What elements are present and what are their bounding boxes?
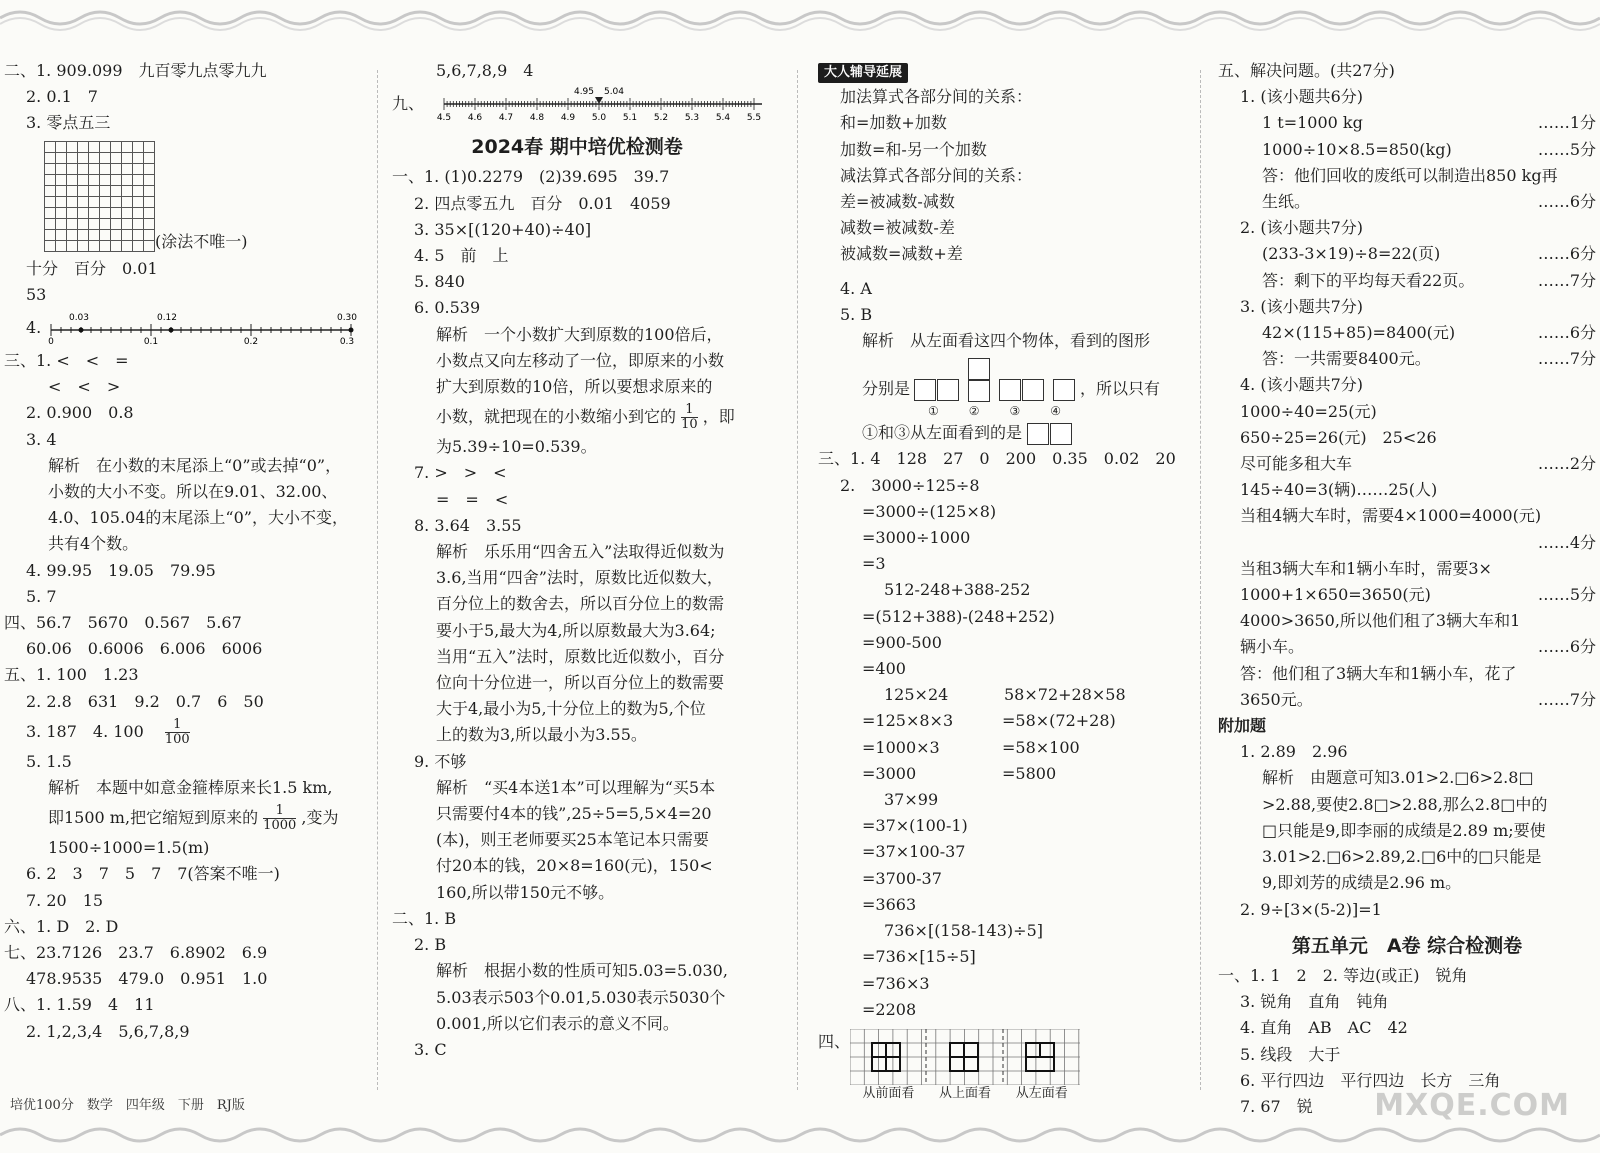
solution-line	[1218, 320, 1596, 346]
note-line: 减数=被减数-差	[840, 218, 955, 238]
score-mark: ……5分	[1537, 585, 1596, 605]
analysis-line: 解析 根据小数的性质可知5.03=5.030,	[436, 961, 728, 981]
solution-text: 辆小车。	[1240, 637, 1305, 657]
number-line-label: 5.3	[684, 113, 700, 124]
number-line-label: 5.0	[591, 113, 607, 124]
solution-text: 尽可能多租大车	[1240, 454, 1353, 474]
calc-left: 125×24	[884, 685, 949, 705]
analysis-text: ,变为	[301, 808, 339, 828]
shape-4	[1053, 376, 1076, 402]
answer-line: 一、1. (1)0.2279 (2)39.695 39.7	[392, 167, 670, 187]
score-mark: ……6分	[1537, 192, 1596, 212]
answer-line: 2. 3000÷125÷8	[840, 475, 980, 495]
analysis-line: 解析 从左面看这四个物体，看到的图形	[862, 331, 1151, 351]
score-mark: ……1分	[1537, 113, 1596, 133]
number-line-label: 4.8	[529, 113, 545, 124]
answer-line: 2. B	[414, 935, 447, 955]
analysis-line: 160,所以带150元不够。	[436, 882, 615, 902]
answer-line: 4. 5 前 上	[414, 246, 509, 266]
analysis-line: 解析 本题中如意金箍棒原来长1.5 km,	[48, 778, 333, 798]
answer-line: 4. 直角 AB AC 42	[1240, 1018, 1408, 1038]
analysis-line: 位向十分位进一，所以百分位上的数需要	[436, 673, 725, 693]
number-line-point	[169, 328, 174, 333]
shape-label: ④	[1050, 404, 1062, 419]
answer-line: 二、1. B	[392, 908, 457, 928]
analysis-text: ，即	[702, 407, 735, 427]
fraction-denominator: 100	[164, 731, 190, 747]
answer-line: 5. 7	[26, 586, 57, 606]
number-line-label: 5.5	[746, 113, 762, 124]
score-mark: ……6分	[1537, 244, 1596, 264]
calc-line: 512-248+388-252	[884, 580, 1031, 600]
note-line: 差=被减数-减数	[840, 192, 955, 212]
score-mark: ……7分	[1537, 270, 1596, 290]
analysis-line: 只需要付4本的钱”,25÷5=5,5×4=20	[436, 804, 712, 824]
answer-line: 2. 2.8 631 9.2 0.7 6 50	[26, 691, 264, 711]
solution-line	[1218, 241, 1596, 267]
calc-line: =2208	[862, 999, 917, 1019]
column-2	[392, 58, 762, 1063]
watermark: MXQE.COM	[1374, 1088, 1570, 1123]
answer-line: 三、1. 4 128 27 0 200 0.35 0.02 20	[818, 449, 1176, 469]
solution-line: 4000>3650,所以他们租了3辆大车和1	[1240, 611, 1521, 631]
view-label: 从左面看	[1015, 1085, 1068, 1101]
number-line-row	[392, 84, 762, 124]
calc-line: =3000÷(125×8)	[862, 501, 997, 521]
analysis-line: 共有4个数。	[48, 534, 139, 554]
solution-line	[1218, 189, 1596, 215]
solution-text: 答：剩下的平均每天看22页。	[1262, 270, 1475, 290]
score-mark: ……4分	[1537, 532, 1596, 552]
number-line-label: 0.3	[340, 337, 355, 348]
analysis-line: >2.88,要使2.8□>2.88,那么2.8□中的	[1262, 794, 1548, 814]
answer-line: (涂法不唯一)	[155, 232, 248, 252]
solution-text: 1000+1×650=3650(元)	[1240, 585, 1431, 605]
calc-line: =37×100-37	[862, 842, 966, 862]
answer-line: 三、1. < < =	[4, 351, 129, 371]
solution-line: 1000÷40=25(元)	[1240, 401, 1377, 421]
score-mark: ……6分	[1537, 323, 1596, 343]
note-line: 和=加数+加数	[840, 113, 947, 133]
answer-line: 五、1. 100 1.23	[4, 665, 139, 685]
section-number: 九、	[392, 94, 425, 114]
shape-label: ③	[1009, 404, 1021, 419]
answer-line: 7. 67 锐	[1240, 1096, 1313, 1116]
shape-3	[999, 376, 1045, 402]
solution-line: 650÷25=26(元) 25<26	[1240, 427, 1437, 447]
analysis-line: 为5.39÷10=0.539。	[436, 437, 597, 457]
answer-line: 3. 锐角 直角 钝角	[1240, 992, 1389, 1012]
analysis-line: 4.0、105.04的末尾添上“0”，大小不变，	[48, 508, 348, 528]
analysis-line: 小数点又向左移动了一位，即原来的小数	[436, 350, 725, 370]
analysis-line: (本)，则王老师要买25本笔记本只需要	[436, 830, 709, 850]
number-line-label: 0.1	[144, 337, 159, 348]
answer-line: 二、1. 909.099 九百零九点零九九	[4, 61, 267, 80]
calc-line: =3663	[862, 894, 917, 914]
calc-right: =5800	[1002, 763, 1057, 783]
section-title: 第五单元 A卷 综合检测卷	[1291, 934, 1523, 957]
score-mark: ……7分	[1537, 689, 1596, 709]
answer-line: 六、1. D 2. D	[4, 916, 119, 936]
three-view-figure	[850, 1029, 1080, 1103]
answer-line: 2. 9÷[3×(5-2)]=1	[1240, 899, 1382, 919]
number-line-label: 5.1	[622, 113, 638, 124]
solution-line	[1218, 451, 1596, 477]
answer-line: 3. 187 4. 100	[26, 721, 144, 741]
calc-line: =736×3	[862, 973, 930, 993]
number-line-label: 0.12	[157, 313, 178, 324]
calc-line: =400	[862, 659, 906, 679]
view-label: 从上面看	[939, 1085, 992, 1101]
answer-line: 4. 99.95 19.05 79.95	[26, 560, 216, 580]
analysis-line: 9,即刘芳的成绩是2.96 m。	[1262, 873, 1462, 893]
fraction	[165, 718, 190, 747]
view-labels	[850, 1085, 1080, 1103]
fraction	[681, 403, 698, 432]
fraction-denominator: 1000	[263, 818, 297, 834]
analysis-line: 上的数为3,所以最小为3.55。	[436, 725, 647, 745]
answer-line: 七、23.7126 23.7 6.8902 6.9	[4, 943, 268, 963]
analysis-line: 扩大到原数的10倍，所以要想求原来的	[436, 377, 713, 397]
number-line-label: 5.4	[715, 113, 731, 124]
solution-line	[1218, 346, 1596, 372]
number-line-label: 5.2	[653, 113, 669, 124]
solution-text: 3650元。	[1240, 689, 1313, 709]
answer-line: 60.06 0.6006 6.006 6006	[26, 639, 263, 659]
analysis-line: 付20本的钱，20×8=160(元)，150<	[436, 856, 713, 876]
number-line-point	[79, 328, 84, 333]
analysis-line: □只能是9,即李丽的成绩是2.89 m;要使	[1262, 820, 1546, 840]
analysis-line: 要小于5,最大为4,所以原数最大为3.64;	[436, 620, 716, 640]
column-4	[1218, 58, 1596, 1120]
answer-line: 2. 1,2,3,4 5,6,7,8,9	[26, 1021, 190, 1041]
solution-text: 42×(115+85)=8400(元)	[1262, 323, 1456, 343]
answer-line: 5,6,7,8,9 4	[436, 61, 534, 80]
solution-text: (233-3×19)÷8=22(页)	[1262, 244, 1441, 264]
number-line-label: 4.95	[573, 87, 595, 98]
shape-2	[968, 358, 991, 402]
fraction-numerator: 1	[263, 804, 296, 819]
analysis-line: 5.03表示503个0.01,5.030表示5030个	[436, 987, 726, 1007]
answer-line: 3. 零点五三	[26, 113, 111, 133]
score-mark: ……5分	[1537, 139, 1596, 159]
section-heading: 五、解决问题。(共27分)	[1218, 61, 1395, 80]
calc-right: =58×(72+28)	[1002, 711, 1116, 731]
analysis-line-with-fraction	[4, 801, 364, 835]
solution-line	[1218, 530, 1596, 556]
analysis-line: 百分位上的数舍去，所以百分位上的数需	[436, 594, 725, 614]
answer-line: < < >	[48, 377, 121, 397]
analysis-text: 即1500 m,把它缩短到原来的	[48, 808, 259, 828]
fraction-denominator: 10	[681, 417, 698, 433]
view-label: 从前面看	[862, 1085, 915, 1101]
analysis-line: 解析 一个小数扩大到原数的100倍后，	[436, 324, 723, 344]
column-divider	[797, 70, 798, 1090]
analysis-line: 3.6,当用“四舍”法时，原数比近似数大，	[436, 568, 723, 588]
solution-line	[1218, 634, 1596, 660]
grid-figure-row	[4, 137, 364, 256]
solution-line: 答：他们回收的废纸可以制造出850 kg再	[1262, 165, 1558, 185]
three-view-figure-row	[818, 1029, 1198, 1103]
score-mark: ……2分	[1537, 454, 1596, 474]
answer-line: 5. 1.5	[26, 751, 72, 771]
calc-line: =3	[862, 554, 886, 574]
answer-line: 四、56.7 5670 0.567 5.67	[4, 613, 242, 633]
answer-line: 4. A	[840, 278, 872, 298]
shape-1	[914, 376, 960, 402]
answer-line: 4. (该小题共7分)	[1240, 375, 1364, 395]
answer-line: 4.	[26, 317, 42, 337]
answer-line: 7. > > <	[414, 463, 507, 483]
number-line-figure	[424, 84, 762, 124]
section-title: 2024春 期中培优检测卷	[471, 136, 683, 159]
analysis-text: ①和③从左面看到的是	[862, 423, 1023, 443]
analysis-text: ，所以只有	[1080, 379, 1161, 399]
book-footer: 培优100分 数学 四年级 下册 RJ版	[10, 1098, 245, 1113]
score-mark: ……7分	[1537, 349, 1596, 369]
answer-line: 478.9535 479.0 0.951 1.0	[26, 969, 268, 989]
answer-line: 7. 20 15	[26, 890, 104, 910]
analysis-line: 当用“五入”法时，原数比近似数小，百分	[436, 646, 725, 666]
column-divider	[377, 70, 378, 1090]
number-line-label: 5.04	[603, 87, 625, 98]
calc-line: 37×99	[884, 790, 939, 810]
answer-line: 9. 不够	[414, 751, 467, 771]
section-number: 四、	[818, 1031, 851, 1051]
calc-line: =736×[15÷5]	[862, 947, 976, 967]
shape-label: ②	[968, 404, 980, 419]
solution-line	[1218, 110, 1596, 136]
analysis-text: 分别是	[862, 379, 911, 399]
analysis-line	[818, 420, 1198, 446]
solution-line: 当租4辆大车时，需要4×1000=4000(元)	[1240, 506, 1542, 526]
note-line: 被减数=减数+差	[840, 244, 963, 264]
answer-line: 一、1. 1 2 2. 等边(或正) 锐角	[1218, 965, 1468, 985]
solution-line	[1218, 687, 1596, 713]
answer-line: 6. 0.539	[414, 298, 481, 318]
analysis-line: 解析 在小数的末尾添上“0”或去掉“0”，	[48, 455, 342, 475]
fraction-numerator: 1	[681, 403, 698, 418]
number-line-label: 0	[48, 337, 55, 348]
number-line-label: 4.6	[467, 113, 483, 124]
answer-line: 6. 2 3 7 5 7 7(答案不唯一)	[26, 864, 280, 884]
score-mark: ……6分	[1537, 637, 1596, 657]
calc-left: =3000	[862, 763, 917, 783]
calc-line	[818, 761, 1198, 787]
number-line-label: 4.7	[498, 113, 514, 124]
answer-line: 3. 4	[26, 429, 57, 449]
answer-line-with-fraction	[4, 715, 364, 749]
answer-line: 8. 3.64 3.55	[414, 515, 522, 535]
analysis-line: 1500÷1000=1.5(m)	[48, 838, 210, 858]
answer-line: 5. 840	[414, 272, 465, 292]
top-wave-border	[0, 0, 1600, 36]
number-line-point	[349, 328, 354, 333]
bottom-wave-border	[0, 1117, 1600, 1153]
answer-line: 3. (该小题共7分)	[1240, 296, 1364, 316]
answer-line: 十分 百分 0.01	[26, 258, 158, 278]
solution-line	[1218, 268, 1596, 294]
fraction	[263, 804, 296, 833]
answer-line: 53	[26, 284, 47, 304]
calc-line	[818, 735, 1198, 761]
three-view-grid	[850, 1029, 1080, 1085]
solution-line: 145÷40=3(辆)……25(人)	[1240, 480, 1438, 500]
shape-labels	[818, 402, 1198, 420]
analysis-line: 解析 乐乐用“四舍五入”法取得近似数为	[436, 542, 725, 562]
analysis-line-with-fraction	[392, 400, 762, 434]
solution-text: 答：一共需要8400元。	[1262, 349, 1431, 369]
calc-line	[818, 682, 1198, 708]
answer-line: 2. 0.1 7	[26, 87, 98, 107]
calc-left: =1000×3	[862, 737, 940, 757]
calc-right: =58×100	[1002, 737, 1080, 757]
solution-line	[1218, 137, 1596, 163]
analysis-line: 0.001,所以它们表示的意义不同。	[436, 1013, 679, 1033]
analysis-line: 大于4,最小为5,十分位上的数为5,个位	[436, 699, 706, 719]
number-line-label: 4.5	[436, 113, 452, 124]
answer-line: 1. 2.89 2.96	[1240, 742, 1348, 762]
column-3	[818, 58, 1198, 1103]
section-heading: 附加题	[1218, 716, 1267, 736]
number-line-row	[4, 308, 364, 348]
calc-line: =3700-37	[862, 868, 942, 888]
analysis-line: 3.01>2.□6>2.89,2.□6中的□只能是	[1262, 847, 1542, 867]
view-shapes	[914, 358, 1076, 402]
analysis-line: 解析 “买4本送1本”可以理解为“买5本	[436, 777, 716, 797]
number-line-label: 0.03	[69, 313, 90, 324]
column-divider	[1200, 70, 1201, 1090]
solution-text: 生纸。	[1262, 192, 1311, 212]
answer-line: 6. 平行四边 平行四边 长方 三角	[1240, 1070, 1501, 1090]
calc-line: 736×[(158-143)÷5]	[884, 921, 1043, 941]
shape-label: ①	[928, 404, 939, 419]
note-line: 减法算式各部分间的关系：	[840, 165, 1033, 185]
calc-line: =37×(100-1)	[862, 816, 968, 836]
solution-line: 答：他们租了3辆大车和1辆小车，花了	[1240, 663, 1517, 683]
answer-line: 八、1. 1.59 4 11	[4, 995, 155, 1015]
analysis-line: 小数的大小不变。所以在9.01、32.00、	[48, 482, 338, 502]
solution-text: 1 t=1000 kg	[1262, 113, 1363, 133]
calc-line	[818, 708, 1198, 734]
answer-line: 1. (该小题共6分)	[1240, 87, 1364, 107]
calc-line: =(512+388)-(248+252)	[862, 606, 1055, 626]
solution-line	[1218, 582, 1596, 608]
note-line: 加数=和-另一个加数	[840, 139, 987, 159]
number-line-figure	[41, 308, 361, 348]
answer-line: = = <	[436, 489, 509, 509]
answer-line: 3. 35×[(120+40)÷40]	[414, 219, 592, 239]
calc-right: 58×72+28×58	[1004, 685, 1126, 705]
fraction-numerator: 1	[165, 718, 190, 733]
tutor-note-tag: 大人辅导延展	[818, 63, 908, 83]
analysis-text: 小数，就把现在的小数缩小到它的	[436, 407, 677, 427]
column-1	[4, 58, 364, 1045]
calc-line: =900-500	[862, 632, 942, 652]
number-line-label: 4.9	[560, 113, 576, 124]
answer-line: 5. 线段 大于	[1240, 1044, 1341, 1064]
answer-line: 2. 0.900 0.8	[26, 403, 134, 423]
solution-line: 当租3辆大车和1辆小车时，需要3×	[1240, 558, 1492, 578]
answer-line: 2. 四点零五九 百分 0.01 4059	[414, 193, 671, 213]
analysis-line: 解析 由题意可知3.01>2.□6>2.8□	[1262, 768, 1534, 788]
calc-left: =125×8×3	[862, 711, 954, 731]
answer-line: 2. (该小题共7分)	[1240, 218, 1364, 238]
number-line-label: 0.2	[244, 337, 259, 348]
answer-line: 5. B	[840, 304, 873, 324]
solution-text: 1000÷10×8.5=850(kg)	[1262, 139, 1452, 159]
answer-line: 3. C	[414, 1039, 447, 1059]
number-line-label: 0.30	[337, 313, 358, 324]
shaded-grid-figure	[44, 141, 155, 252]
calc-line: =3000÷1000	[862, 528, 971, 548]
note-line: 加法算式各部分间的关系：	[840, 87, 1033, 107]
view-shapes-row	[818, 354, 1198, 402]
